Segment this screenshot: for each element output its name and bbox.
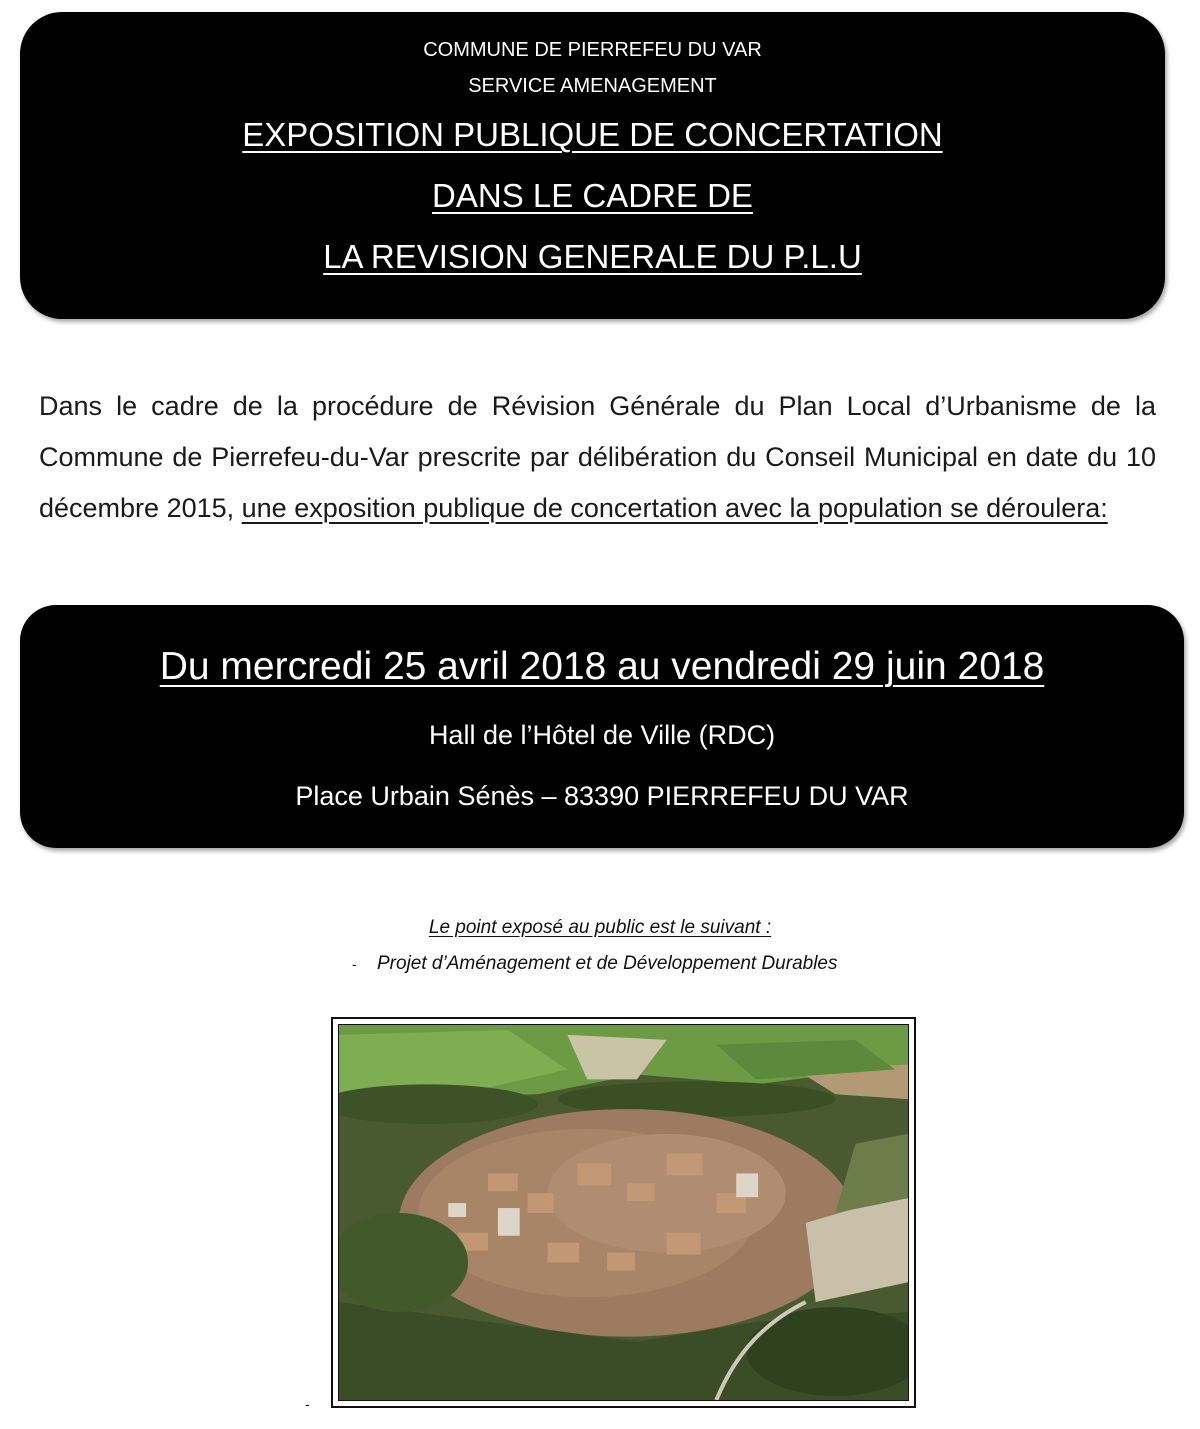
service-name: SERVICE AMENAGEMENT (468, 75, 717, 97)
title-line-1: EXPOSITION PUBLIQUE DE CONCERTATION (242, 116, 943, 153)
event-banner (20, 605, 1184, 848)
intro-text: Dans le cadre de la procédure de Révision Générale du Plan Local d’Urbanisme de la Commune de Pierrefeu-du-Var prescrite par délibération du Conseil Municipal en date du 10 décembre 2015, (39, 391, 1156, 523)
exposed-title: Le point exposé au public est le suivant : (428, 917, 772, 938)
event-location: Hall de l’Hôtel de Ville (RDC) (428, 720, 776, 750)
header-banner (20, 12, 1165, 319)
exposed-item (352, 952, 838, 976)
event-dates: Du mercredi 25 avril 2018 au vendredi 29 juin 2018 (159, 645, 1045, 688)
commune-name: COMMUNE DE PIERREFEU DU VAR (423, 39, 762, 61)
event-address: Place Urbain Sénès – 83390 PIERREFEU DU VAR (295, 781, 909, 811)
trailing-dash: - (305, 1396, 310, 1412)
list-dash: - (352, 956, 357, 972)
title-line-3: LA REVISION GENERALE DU P.L.U (323, 238, 862, 275)
exposed-item-label: Projet d’Aménagement et de Développement Durables (377, 953, 838, 974)
aerial-village-image (339, 1025, 908, 1400)
intro-paragraph (39, 381, 1156, 534)
intro-underlined-text: une exposition publique de concertation avec la population se déroulera: (241, 493, 1108, 523)
aerial-photo (338, 1024, 909, 1401)
photo-frame (331, 1017, 916, 1408)
title-line-2: DANS LE CADRE DE (432, 177, 753, 214)
